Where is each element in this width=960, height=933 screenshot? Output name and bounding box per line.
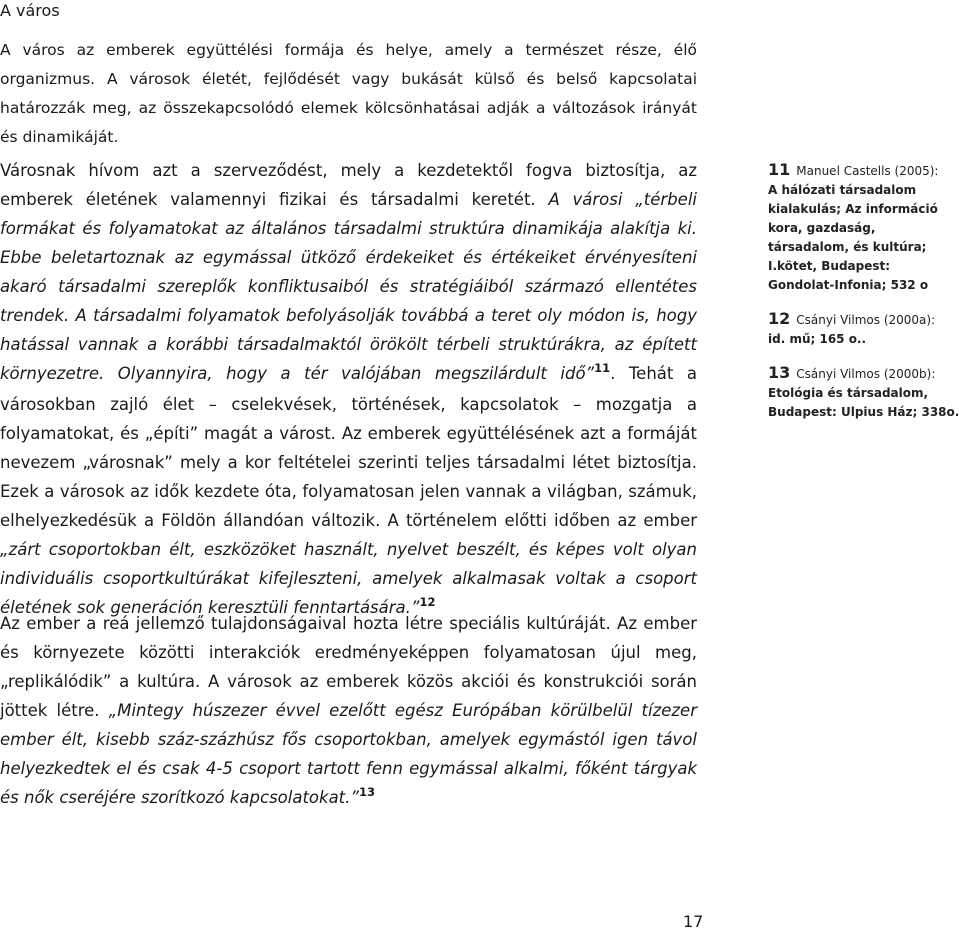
sidenote-text: Etológia és társadalom, Budapest: Ulpius Ház; 338o. bbox=[768, 386, 960, 419]
body-paragraph-2 bbox=[0, 609, 697, 814]
paragraph-text: . Tehát a városokban zajló élet – cselekvések, történések, kapcsolatok – mozgatja a folyamatokat, és „építi” magát a várost. Az emberek együttélésének azt a formáját nevezem „városnak” mely a kor feltételei szerinti teljes társadalmi létet biztosítja. Ezek a városok az idők kezdete óta, folyamatosan jelen vannak a világban, számuk, elhelyezkedésük a Földön állandóan változik. A történelem előtti időben az ember bbox=[0, 364, 697, 530]
castells-quote: A városi „térbeli formákat és folyamatokat az általános társadalmi struktúra dinamikája alakítja ki. Ebbe beletartoznak az egymással ütköző érdekeiket és értékeiket érvényesíteni akaró társadalmi szereplők konfliktusaiból és stratégiáiból származó ellentétes trendek. A társadalmi folyamatok befolyásolják továbbá a teret oly módon is, hogy hatással vannak a korábbi társadalmaktól örökölt térbeli struktúrákra, az épített környezetre. Olyannyira, hogy a tér valójában megszilárdult idő” bbox=[0, 190, 697, 383]
csanyi-quote-2: „Mintegy húszezer évvel ezelőtt egész Európában körülbelül tízezer ember élt, kisebb száz-százhúsz fős csoportokban, amelyek egymástól igen távol helyezkedtek el és csak 4-5 csoport tartott fenn egymással alkalmi, főként tárgyak és nők cseréjére szorítkozó kapcsolatokat.” bbox=[0, 701, 697, 807]
footnote-ref-12[interactable]: 12 bbox=[419, 595, 436, 609]
intro-paragraph: A város az emberek együttélési formája és helye, amely a természet része, élő organizmus. A városok életét, fejlődését vagy bukását külső és belső kapcsolatai határozzák meg, az összekapcsolódó elemek kölcsönhatásai adják a változások irányát és dinamikáját. bbox=[0, 41, 697, 146]
sidenote-text: id. mű; 165 o.. bbox=[768, 332, 867, 346]
paragraph-text: Az ember a reá jellemző tulajdonságaival hozta létre speciális kultúráját. Az ember és környezete közötti interakciók eredményeképpen folyamatosan újul meg, „replikálódik” a kultúra. A városok az emberek közös akciói és konstrukciói során jöttek létre. bbox=[0, 614, 697, 720]
body-paragraph-1 bbox=[0, 156, 697, 624]
sidenote bbox=[768, 309, 960, 349]
paragraph-text: Városnak hívom azt a szerveződést, mely a kezdetektől fogva biztosítja, az emberek életének valamennyi fizikai és társadalmi keretét. bbox=[0, 161, 697, 209]
section-heading: A város bbox=[0, 1, 60, 20]
sidenotes-column bbox=[768, 160, 960, 436]
footnote-ref-13[interactable]: 13 bbox=[358, 785, 375, 799]
sidenote-number: 12 bbox=[768, 309, 791, 328]
sidenote bbox=[768, 363, 960, 422]
page-number: 17 bbox=[683, 912, 704, 931]
sidenote-text: A hálózati társadalom kialakulás; Az információ kora, gazdaság, társadalom, és kultúra; I.kötet, Budapest: Gondolat-Infonia; 532 o bbox=[768, 183, 938, 292]
sidenote-author: Manuel Castells (2005): bbox=[796, 164, 939, 178]
sidenote-number: 13 bbox=[768, 363, 791, 382]
csanyi-quote: „zárt csoportokban élt, eszközöket használt, nyelvet beszélt, és képes volt olyan individuális csoportkultúrákat kifejleszteni, amelyek alkalmasak voltak a csoport életének sok generáción keresztüli fenntartására.” bbox=[0, 540, 697, 617]
sidenote-author: Csányi Vilmos (2000b): bbox=[796, 367, 936, 381]
sidenote bbox=[768, 160, 960, 295]
sidenote-author: Csányi Vilmos (2000a): bbox=[796, 313, 936, 327]
footnote-ref-11[interactable]: 11 bbox=[594, 361, 611, 375]
sidenote-number: 11 bbox=[768, 160, 791, 179]
